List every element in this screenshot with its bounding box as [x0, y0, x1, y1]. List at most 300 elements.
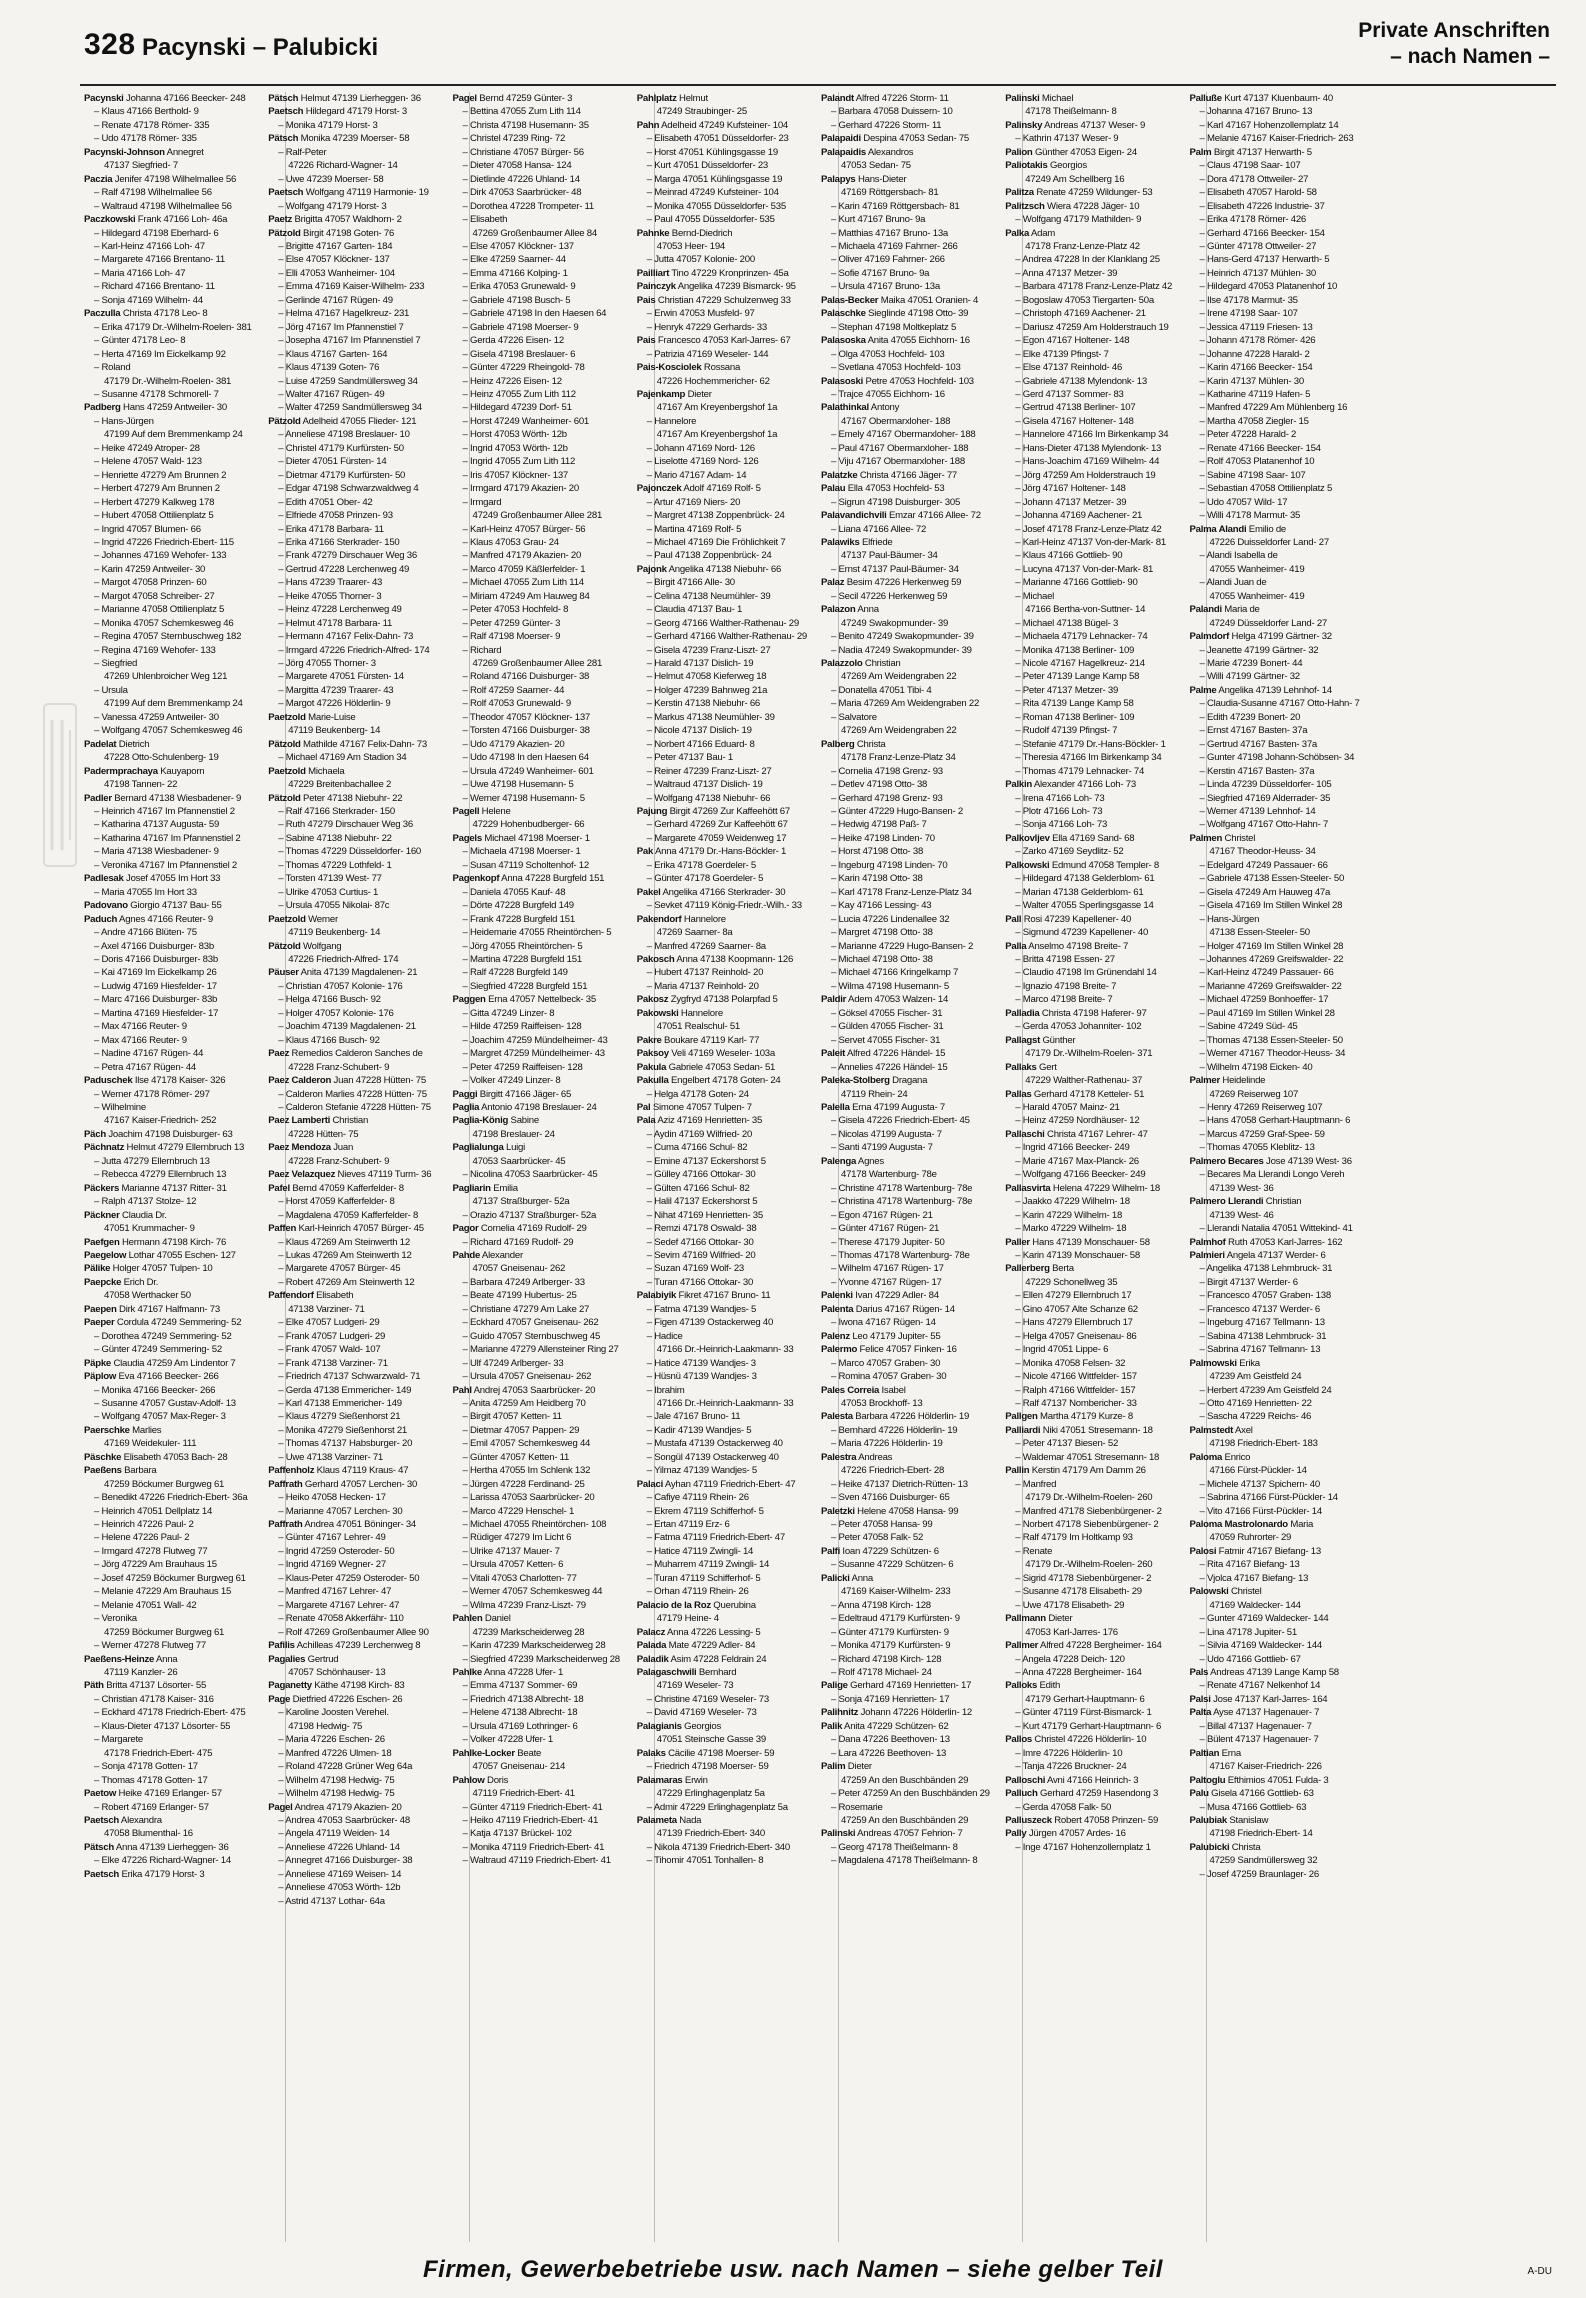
surname: Palkowski: [1005, 859, 1050, 871]
surname: Pallerberg: [1005, 1263, 1050, 1275]
entry-details: 47179 Heine- 4: [656, 1613, 719, 1625]
entry-details: – Christian 47178 Kaiser- 316: [94, 1693, 214, 1705]
listing-entry: [819, 307, 1022, 320]
entry-details: Andreas 47139 Lange Kamp 58: [1208, 1667, 1339, 1679]
entry-details: – Ralf 47228 Burgfeld 149: [462, 967, 568, 979]
entry-details: – Heidemarie 47055 Rheintörchen- 5: [462, 927, 612, 939]
entry-details: – Thomas 47055 Kleblitz- 13: [1199, 1142, 1315, 1154]
listing-entry: [266, 1760, 469, 1773]
entry-details: Luigi: [503, 1142, 526, 1154]
entry-details: Petre 47053 Hochfeld- 103: [863, 375, 974, 387]
entry-details: – Hatice 47119 Zwingli- 14: [646, 1545, 754, 1557]
entry-details: Birgit 47137 Herwarth- 5: [1211, 146, 1312, 158]
entry-details: Remedios Calderon Sanches de: [289, 1048, 423, 1060]
listing-entry: [266, 1074, 469, 1087]
listing-entry: [451, 711, 654, 724]
entry-details: – Siegfried 47228 Burgfeld 151: [462, 980, 588, 992]
listing-entry: [266, 1451, 469, 1464]
listing-entry: [266, 792, 469, 805]
listing-entry: [635, 751, 838, 764]
listing-entry: [1188, 1209, 1391, 1222]
surname: Pallmer: [1005, 1640, 1039, 1652]
entry-details: – Henryk 47229 Gerhards- 33: [646, 321, 767, 333]
entry-details: Michael 47198 Moerser- 1: [481, 832, 590, 844]
listing-entry: [1003, 657, 1206, 670]
entry-details: 47198 Friedrich-Ebert- 14: [1209, 1828, 1313, 1840]
entry-details: Werner: [305, 913, 338, 925]
entry-details: – Günter 47179 Kurfürsten- 9: [831, 1626, 949, 1638]
listing-entry: [1188, 240, 1391, 253]
listing-entry: [82, 1222, 285, 1235]
listing-entry: [819, 1101, 1022, 1114]
listing-entry: [635, 765, 838, 778]
listing-entry: [1003, 980, 1206, 993]
listing-entry: [1188, 442, 1391, 455]
listing-entry: [819, 818, 1022, 831]
listing-entry: [819, 1195, 1022, 1208]
listing-entry: [819, 321, 1022, 334]
entry-details: – Turan 47166 Ottokar- 30: [646, 1276, 754, 1288]
entry-details: – Jutta 47279 Ellernbruch 13: [94, 1155, 210, 1167]
listing-entry: [819, 348, 1022, 361]
listing-entry: [1188, 818, 1391, 831]
listing-entry: [451, 872, 654, 885]
listing-entry: [819, 1599, 1022, 1612]
entry-details: – Becares Ma Llerandi Longo Vereh: [1199, 1169, 1345, 1181]
listing-entry: [635, 724, 838, 737]
listing-entry: [1188, 1733, 1391, 1746]
listing-entry: [635, 388, 838, 401]
entry-details: 47169 Waldecker- 144: [1209, 1599, 1301, 1611]
listing-entry: [1188, 321, 1391, 334]
listing-entry: [82, 576, 285, 589]
listing-entry: [451, 321, 654, 334]
listing-column-4: [635, 92, 839, 2242]
listing-entry: [82, 1478, 285, 1491]
entry-details: – Walter 47167 Rügen- 49: [278, 388, 385, 400]
surname: Palaci: [636, 1478, 663, 1490]
surname: Pahlen: [452, 1613, 483, 1625]
listing-entry: [819, 617, 1022, 630]
entry-details: – Hans 47058 Gerhart-Hauptmann- 6: [1199, 1115, 1351, 1127]
listing-entry: [635, 105, 838, 118]
entry-details: 47259 An den Buschbänden 29: [841, 1774, 969, 1786]
surname: Palubicki: [1189, 1841, 1230, 1853]
entry-details: – Maria 47138 Wiesbadener- 9: [94, 846, 219, 858]
entry-details: – Richard 47169 Rudolf- 29: [462, 1236, 574, 1248]
surname: Pahl: [452, 1384, 472, 1396]
listing-entry: [819, 1706, 1022, 1719]
entry-details: – Karin 47239 Markscheiderweg 28: [462, 1640, 606, 1652]
listing-entry: [1188, 1276, 1391, 1289]
surname: Palma Alandi: [1189, 523, 1247, 535]
surname: Pakosz: [636, 994, 669, 1006]
entry-details: – Hertha 47055 Im Schlenk 132: [462, 1465, 591, 1477]
entry-details: Asim 47228 Feldrain 24: [668, 1653, 767, 1665]
entry-details: – Jörg 47167 Im Pfannenstiel 7: [278, 321, 404, 333]
listing-entry: [82, 644, 285, 657]
surname: Pagell: [452, 806, 480, 818]
listing-entry: [635, 1357, 838, 1370]
surname: Palmowski: [1189, 1357, 1237, 1369]
listing-entry: [635, 859, 838, 872]
entry-details: – Ilse 47178 Marmut- 35: [1199, 294, 1298, 306]
entry-details: Claudia Dr.: [119, 1209, 167, 1221]
listing-entry: [635, 1020, 838, 1033]
listing-entry: [1003, 1760, 1206, 1773]
entry-details: – Kurt 47051 Düsseldorfer- 23: [646, 160, 769, 172]
entry-details: – Monika 47057 Schemkesweg 46: [94, 617, 234, 629]
entry-details: – Ingrid 47053 Wörth- 12b: [462, 442, 568, 454]
entry-details: – Nihat 47169 Henrietten- 35: [646, 1209, 763, 1221]
surname: Pagel: [268, 1801, 293, 1813]
surname: Paez Calderon: [268, 1075, 332, 1087]
entry-details: – Gisela 47249 Am Hauweg 47a: [1199, 886, 1331, 898]
listing-entry: [819, 980, 1022, 993]
entry-details: – Iris 47057 Klöckner- 137: [462, 469, 568, 481]
entry-details: – Karl-Heinz 47249 Passauer- 66: [1199, 967, 1334, 979]
entry-details: – Helga 47057 Gneisenau- 86: [1015, 1330, 1137, 1342]
listing-entry: [635, 1626, 838, 1639]
listing-entry: [1188, 738, 1391, 751]
entry-details: – Nicole 47137 Dislich- 19: [646, 725, 752, 737]
entry-details: – Irmgard 47278 Flutweg 77: [94, 1545, 208, 1557]
entry-details: 47053 Karl-Jarres- 176: [1025, 1626, 1118, 1638]
listing-entry: [819, 442, 1022, 455]
listing-entry: [1188, 1531, 1391, 1544]
listing-entry: [82, 1020, 285, 1033]
entry-details: – Horst 47053 Wörth- 12b: [462, 429, 567, 441]
listing-entry: [266, 240, 469, 253]
entry-details: – Friedrich 47137 Schwarzwald- 71: [278, 1371, 421, 1383]
surname: Palandi: [1189, 604, 1222, 616]
listing-entry: [1003, 1679, 1206, 1692]
listing-entry: [266, 1047, 469, 1060]
listing-entry: [1188, 509, 1391, 522]
surname: Palapaidi: [821, 133, 861, 145]
entry-details: Cordula 47249 Semmering- 52: [114, 1317, 242, 1329]
entry-details: – Johann 47169 Nord- 126: [646, 442, 755, 454]
listing-entry: [1003, 1612, 1206, 1625]
listing-entry: [1003, 993, 1206, 1006]
listing-entry: [1003, 818, 1206, 831]
listing-entry: [266, 200, 469, 213]
listing-entry: [451, 859, 654, 872]
entry-details: – Wilhelmine: [94, 1101, 146, 1113]
listing-entry: [1188, 1693, 1391, 1706]
entry-details: – Holger 47057 Kolonie- 176: [278, 1007, 394, 1019]
entry-details: – Ralph 47137 Stolze- 12: [94, 1196, 197, 1208]
listing-entry: [1188, 872, 1391, 885]
listing-entry: [1003, 1007, 1206, 1020]
entry-details: – Rolf 47053 Grunewald- 9: [462, 698, 571, 710]
listing-entry: [1003, 523, 1206, 536]
entry-details: – Manfred 47269 Saarner- 8a: [646, 940, 766, 952]
entry-details: – Muharrem 47119 Zwingli- 14: [646, 1559, 770, 1571]
entry-details: 47179 Dr.-Wilhelm-Roelen- 381: [104, 375, 232, 387]
listing-entry: [635, 805, 838, 818]
surname: Palmer: [1189, 1075, 1220, 1087]
listing-entry: [451, 1168, 654, 1181]
entry-details: – Jörg 47229 Am Brauhaus 15: [94, 1559, 217, 1571]
entry-details: Lothar 47055 Eschen- 127: [126, 1249, 236, 1261]
entry-details: – Salvatore: [831, 711, 877, 723]
listing-entry: [82, 1868, 285, 1881]
listing-entry: [819, 1222, 1022, 1235]
entry-details: – Claudia 47137 Bau- 1: [646, 604, 743, 616]
entry-details: – Richard: [462, 644, 502, 656]
entry-details: Claudia 47259 Am Lindentor 7: [111, 1357, 236, 1369]
entry-details: – Egon 47167 Rügen- 21: [831, 1209, 933, 1221]
listing-entry: [266, 1437, 469, 1450]
entry-details: Christa 47166 Jäger- 77: [857, 469, 957, 481]
surname: Pais: [636, 335, 656, 347]
listing-entry: [1188, 1384, 1391, 1397]
entry-details: – Elisabeth 47226 Industrie- 37: [1199, 200, 1325, 212]
entry-details: Anna 47226 Lessing- 5: [665, 1626, 761, 1638]
entry-details: – Ingeburg 47167 Tellmann- 13: [1199, 1317, 1325, 1329]
listing-entry: [451, 1141, 654, 1154]
surname: Palavandichvili: [821, 510, 887, 522]
listing-entry: [266, 778, 469, 791]
surname: Palella: [821, 1101, 850, 1113]
listing-entry: [1188, 1410, 1391, 1423]
listing-entry: [635, 1827, 838, 1840]
listing-entry: [635, 253, 838, 266]
surname: Päckers: [84, 1182, 120, 1194]
entry-details: Marie-Luise: [305, 711, 356, 723]
listing-entry: [1188, 940, 1391, 953]
entry-details: – Ursula: [94, 684, 128, 696]
entry-details: Renate 47259 Wildunger- 53: [1033, 187, 1153, 199]
listing-entry: [1003, 186, 1206, 199]
surname: Pais: [636, 294, 656, 306]
listing-entry: [1003, 132, 1206, 145]
surname: Palaschke: [821, 308, 866, 320]
listing-entry: [1188, 523, 1391, 536]
listing-entry: [635, 1545, 841, 1558]
surname: Paller: [1005, 1236, 1030, 1248]
listing-entry: [635, 1531, 838, 1544]
listing-entry: [635, 711, 838, 724]
listing-entry: [82, 724, 285, 737]
listing-entry: [1188, 428, 1391, 441]
entry-details: – Georg 47166 Walther-Rathenau- 29: [646, 617, 799, 629]
surname: Palagianis: [636, 1720, 682, 1732]
listing-entry: [451, 1451, 654, 1464]
entry-details: – Kurt 47179 Gerhart-Hauptmann- 6: [1015, 1720, 1162, 1732]
listing-entry: [451, 1531, 654, 1544]
listing-entry: [82, 913, 285, 926]
listing-entry: [451, 1088, 654, 1101]
entry-details: Dietrich: [116, 738, 150, 750]
listing-entry: [819, 940, 1022, 953]
entry-details: – Werner 47278 Flutweg 77: [94, 1640, 206, 1652]
surname: Palatzke: [821, 469, 858, 481]
entry-details: – Monika 47058 Felsen- 32: [1015, 1357, 1126, 1369]
entry-details: 47053 Brockhoff- 13: [841, 1397, 923, 1409]
listing-entry: [635, 953, 838, 966]
listing-entry: [819, 711, 1022, 724]
entry-details: 47226 Friedrich-Alfred- 174: [288, 954, 399, 965]
entry-details: Bernhard: [696, 1667, 737, 1679]
entry-details: – Otto 47169 Henrietten- 22: [1199, 1397, 1312, 1409]
listing-entry: [635, 1679, 838, 1692]
entry-details: – Edith 47051 Ober- 42: [278, 496, 373, 508]
entry-details: – Wolfgang 47057 Schemkesweg 46: [94, 725, 243, 737]
listing-entry: [82, 1612, 285, 1625]
listing-entry: [451, 966, 654, 979]
listing-entry: [819, 778, 1022, 791]
listing-entry: [819, 1814, 1022, 1827]
listing-entry: [1188, 1397, 1391, 1410]
listing-entry: [1188, 496, 1391, 509]
entry-details: – Rita 47167 Biefang- 13: [1199, 1559, 1300, 1571]
entry-details: Despina 47053 Sedan- 75: [860, 133, 970, 145]
listing-entry: [1188, 1101, 1391, 1114]
listing-entry: [266, 1262, 469, 1275]
listing-entry: [635, 926, 838, 939]
surname: Palenga: [821, 1155, 857, 1167]
listing-entry: [819, 1316, 1022, 1329]
listing-entry: [451, 428, 654, 441]
listing-entry: [1003, 1410, 1206, 1423]
listing-entry: [266, 1854, 469, 1867]
listing-entry: [819, 966, 1022, 979]
listing-entry: [635, 1114, 838, 1127]
listing-entry: [451, 603, 654, 616]
entry-details: Darius 47167 Rügen- 14: [853, 1303, 955, 1315]
listing-entry: [451, 1182, 654, 1195]
entry-details: 47167 Am Kreyenbergshof 1a: [656, 402, 778, 414]
entry-details: Antonio 47198 Breslauer- 24: [479, 1101, 597, 1113]
listing-entry: [1188, 859, 1391, 872]
surname: Paez: [268, 1048, 290, 1060]
listing-entry: [451, 119, 654, 132]
surname: Pakosch: [636, 954, 675, 965]
listing-entry: [819, 253, 1022, 266]
entry-details: – Wolfgang 47166 Beecker- 249: [1015, 1169, 1146, 1181]
listing-entry: [451, 1491, 654, 1504]
entry-details: – Lukas 47269 Am Steinwerth 12: [278, 1249, 412, 1261]
entry-details: – Ralf 47137 Nombericher- 33: [1015, 1397, 1137, 1409]
entry-details: – Marianne 47058 Ottilienplatz 5: [94, 604, 225, 616]
entry-details: – Renate 47167 Nelkenhof 14: [1199, 1680, 1321, 1692]
listing-entry: [266, 1693, 469, 1706]
listing-entry: [451, 1505, 654, 1518]
entry-details: 47198 Breslauer- 24: [472, 1128, 555, 1140]
listing-column-1: [82, 92, 286, 2242]
listing-entry: [1188, 886, 1391, 899]
listing-entry: [635, 1195, 838, 1208]
listing-entry: [1188, 590, 1391, 603]
surname: Paetzold: [268, 765, 306, 777]
listing-entry: [1188, 200, 1391, 213]
listing-entry: [1188, 1827, 1391, 1840]
listing-entry: [1003, 361, 1206, 374]
entry-details: – Kerstin 47138 Niebuhr- 66: [646, 698, 760, 710]
entry-details: 47269 Reiserweg 107: [1209, 1088, 1299, 1100]
surname: Pais-Kosciolek: [636, 362, 702, 374]
listing-entry: [266, 523, 469, 536]
listing-entry: [266, 1397, 469, 1410]
entry-details: – Maria 47055 Im Hort 33: [94, 886, 197, 898]
listing-entry: [82, 1558, 285, 1571]
entry-details: – Birgit 47057 Ketten- 11: [462, 1411, 562, 1423]
entry-details: 47137 Siegfried- 7: [104, 160, 178, 172]
entry-details: – Rolf 47053 Platanenhof 10: [1199, 456, 1315, 468]
listing-entry: [82, 1787, 285, 1800]
entry-details: – Heinz 47055 Zum Lith 112: [462, 388, 576, 400]
entry-details: – Ibrahim: [646, 1384, 685, 1396]
surname: Pajenkamp: [636, 388, 686, 400]
listing-entry: [635, 792, 838, 805]
listing-entry: [819, 1410, 1022, 1423]
entry-details: – Elke 47259 Saarner- 44: [462, 254, 566, 266]
surname: Pallmann: [1005, 1613, 1046, 1625]
entry-details: 47249 Straubinger- 25: [656, 106, 747, 118]
listing-entry: [1003, 1370, 1206, 1383]
entry-details: – Brigitte 47167 Garten- 184: [278, 240, 393, 252]
entry-details: 47229 Walther-Rathenau- 37: [1025, 1075, 1143, 1087]
entry-details: Jenifer 47198 Wilhelmallee 56: [112, 173, 237, 185]
listing-entry: [451, 1814, 654, 1827]
listing-entry: [82, 105, 285, 118]
listing-entry: [819, 1733, 1022, 1746]
listing-entry: [1003, 859, 1206, 872]
listing-entry: [451, 1276, 654, 1289]
listing-entry: [82, 1599, 285, 1612]
listing-entry: [1003, 1034, 1206, 1047]
listing-entry: [1003, 1182, 1206, 1195]
entry-details: – Ingrid 47055 Zum Lith 112: [462, 456, 576, 468]
entry-details: Monika 47239 Moerser- 58: [298, 133, 410, 145]
listing-entry: [1188, 1653, 1391, 1666]
listing-entry: [819, 993, 1022, 1006]
listing-entry: [635, 482, 838, 495]
surname: Palsi: [1189, 1693, 1211, 1705]
entry-details: – Heinz 47226 Eisen- 12: [462, 375, 562, 387]
entry-details: Anita 47229 Schützen- 62: [842, 1720, 949, 1732]
listing-entry: [1188, 146, 1391, 159]
listing-entry: [266, 1222, 469, 1235]
listing-entry: [451, 1558, 654, 1571]
listing-entry: [1188, 1491, 1391, 1504]
surname: Palberg: [821, 738, 855, 750]
surname: Palfi: [821, 1545, 841, 1557]
entry-details: Alexandros: [865, 146, 914, 158]
entry-details: – Friedrich 47138 Albrecht- 18: [462, 1693, 584, 1705]
listing-entry: [82, 482, 285, 495]
listing-entry: [266, 442, 469, 455]
entry-details: – Karl 47138 Emmericher- 149: [278, 1397, 402, 1409]
entry-details: – Wilhelm 47198 Eicken- 40: [1199, 1061, 1313, 1073]
listing-column-3: [451, 92, 655, 2242]
entry-details: – Anna 47137 Metzer- 39: [1015, 267, 1118, 279]
listing-entry: [82, 940, 285, 953]
entry-details: Hermann 47198 Kirch- 76: [119, 1236, 227, 1248]
surname: Paffenholz: [268, 1465, 315, 1477]
listing-entry: [819, 455, 1022, 468]
entry-details: 47167 Theodor-Heuss- 34: [1209, 846, 1316, 858]
surname: Palasoski: [821, 375, 864, 387]
listing-entry: [82, 1276, 285, 1289]
entry-details: – Horst 47051 Kühlingsgasse 19: [646, 146, 778, 158]
entry-details: – Wolfgang 47179 Mathilden- 9: [1015, 214, 1142, 226]
listing-entry: [635, 617, 838, 630]
entry-details: – Turan 47119 Schifferhof- 5: [646, 1572, 761, 1584]
entry-details: – Mario 47167 Adam- 14: [646, 469, 747, 481]
